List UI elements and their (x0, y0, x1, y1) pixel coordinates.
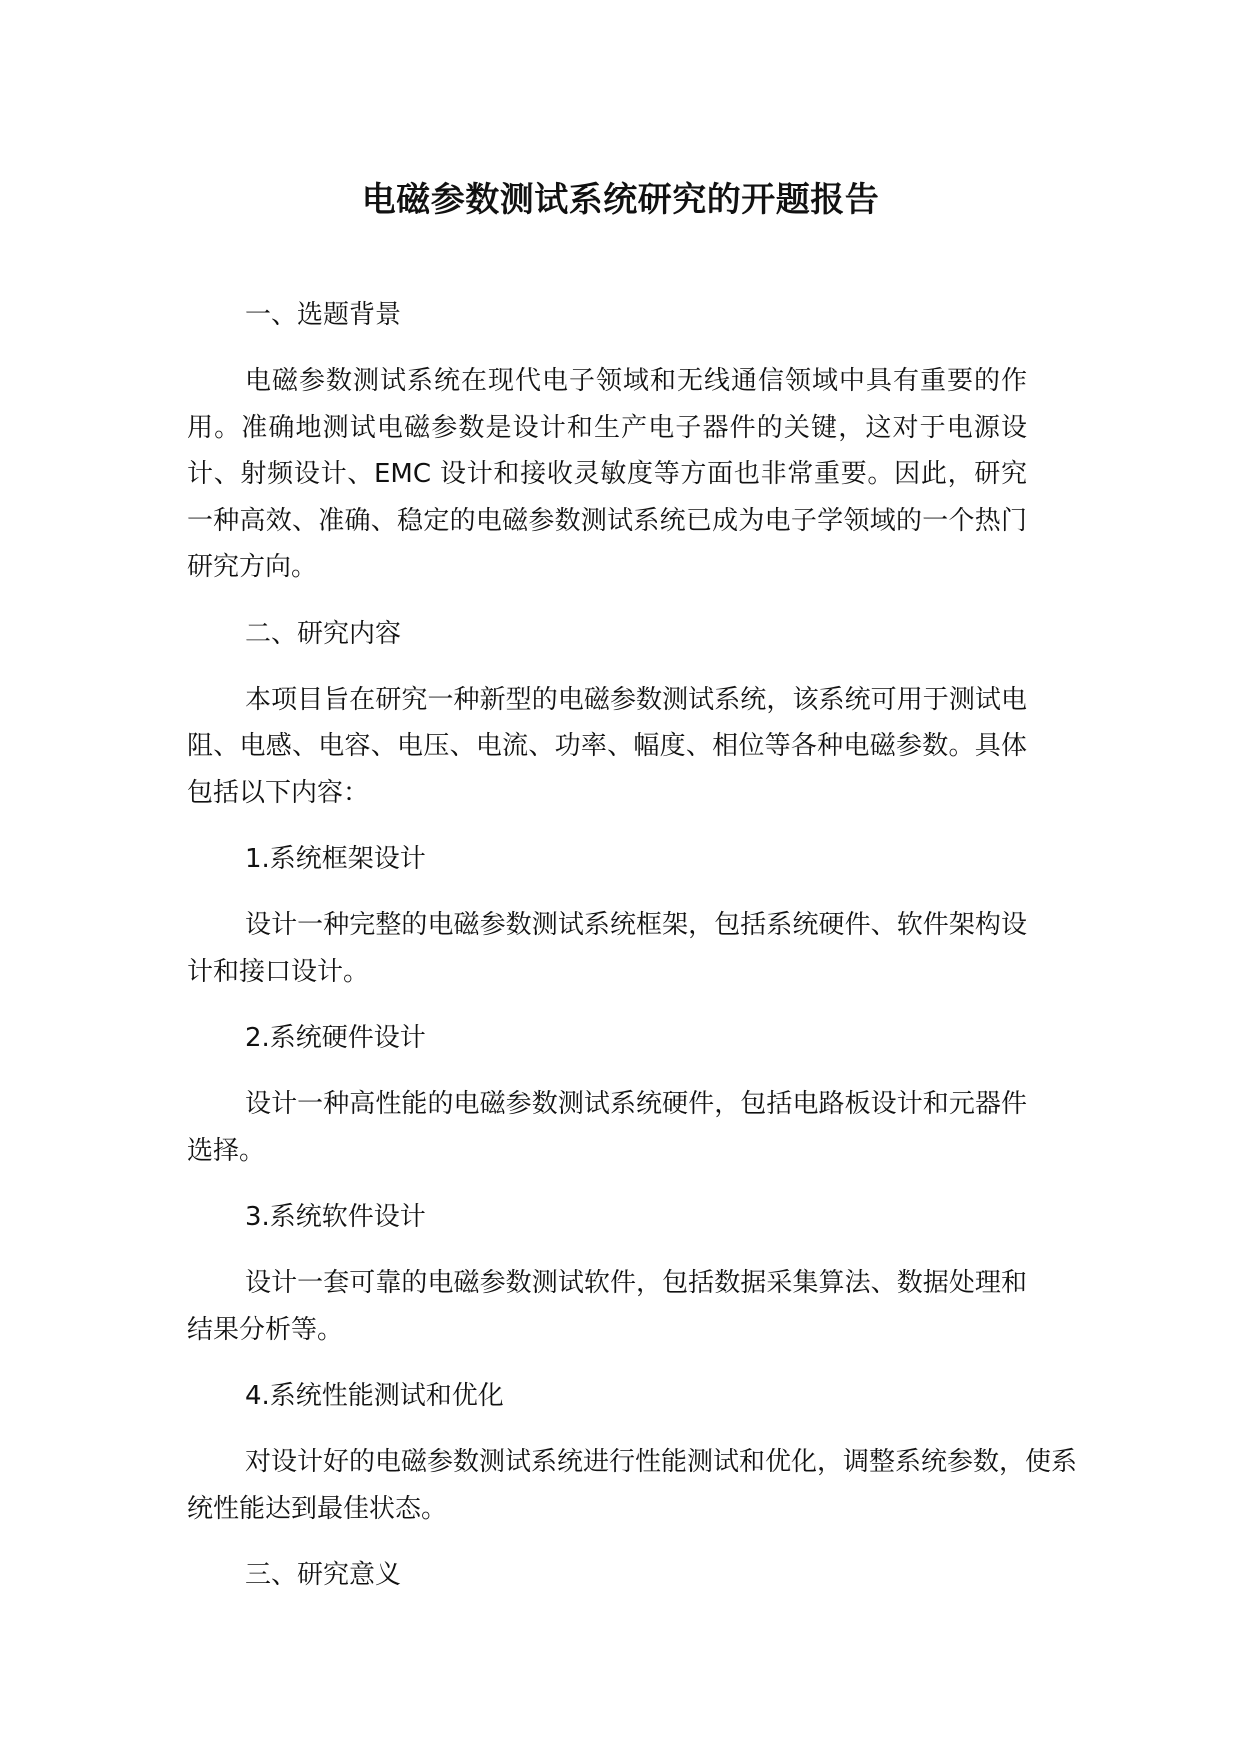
subheading-performance-testing: 4.系统性能测试和优化 (245, 1381, 504, 1411)
subheading-software-design: 3.系统软件设计 (245, 1202, 426, 1232)
section-heading-research-content: 二、研究内容 (245, 618, 402, 649)
paragraph-software-design: 设计一套可靠的电磁参数测试软件，包括数据采集算法、数据处理和结果分析等。 (187, 1268, 1027, 1345)
paragraph-hardware-design: 设计一种高性能的电磁参数测试系统硬件，包括电路板设计和元器件选择。 (187, 1089, 1027, 1166)
subheading-framework-design: 1.系统框架设计 (245, 844, 426, 874)
section-heading-research-significance: 三、研究意义 (245, 1560, 402, 1590)
section-heading-background: 一、选题背景 (245, 300, 402, 330)
paragraph-performance-testing: 对设计好的电磁参数测试系统进行性能测试和优化，调整系统参数，使系统性能达到最佳状态。 (187, 1447, 1078, 1524)
paragraph-research-content: 本项目旨在研究一种新型的电磁参数测试系统，该系统可用于测试电阻、电感、电容、电压、电流、功率、幅度、相位等各种电磁参数。具体包括以下内容： (187, 684, 1027, 808)
subheading-hardware-design: 2.系统硬件设计 (245, 1023, 426, 1053)
paragraph-framework-design: 设计一种完整的电磁参数测试系统框架，包括系统硬件、软件架构设计和接口设计。 (187, 910, 1027, 987)
paragraph-background: 电磁参数测试系统在现代电子领域和无线通信领域中具有重要的作用。准确地测试电磁参数是设计和生产电子器件的关键，这对于电源设计、射频设计、EMC 设计和接收灵敏度等方面也非常重要。因此，研究一种高效、准确、稳定的电磁参数测试系统已成为电子学领域的一个热门研究方向。 (187, 366, 1027, 582)
document-title: 电磁参数测试系统研究的开题报告 (361, 180, 880, 220)
document-body (187, 292, 1078, 1618)
